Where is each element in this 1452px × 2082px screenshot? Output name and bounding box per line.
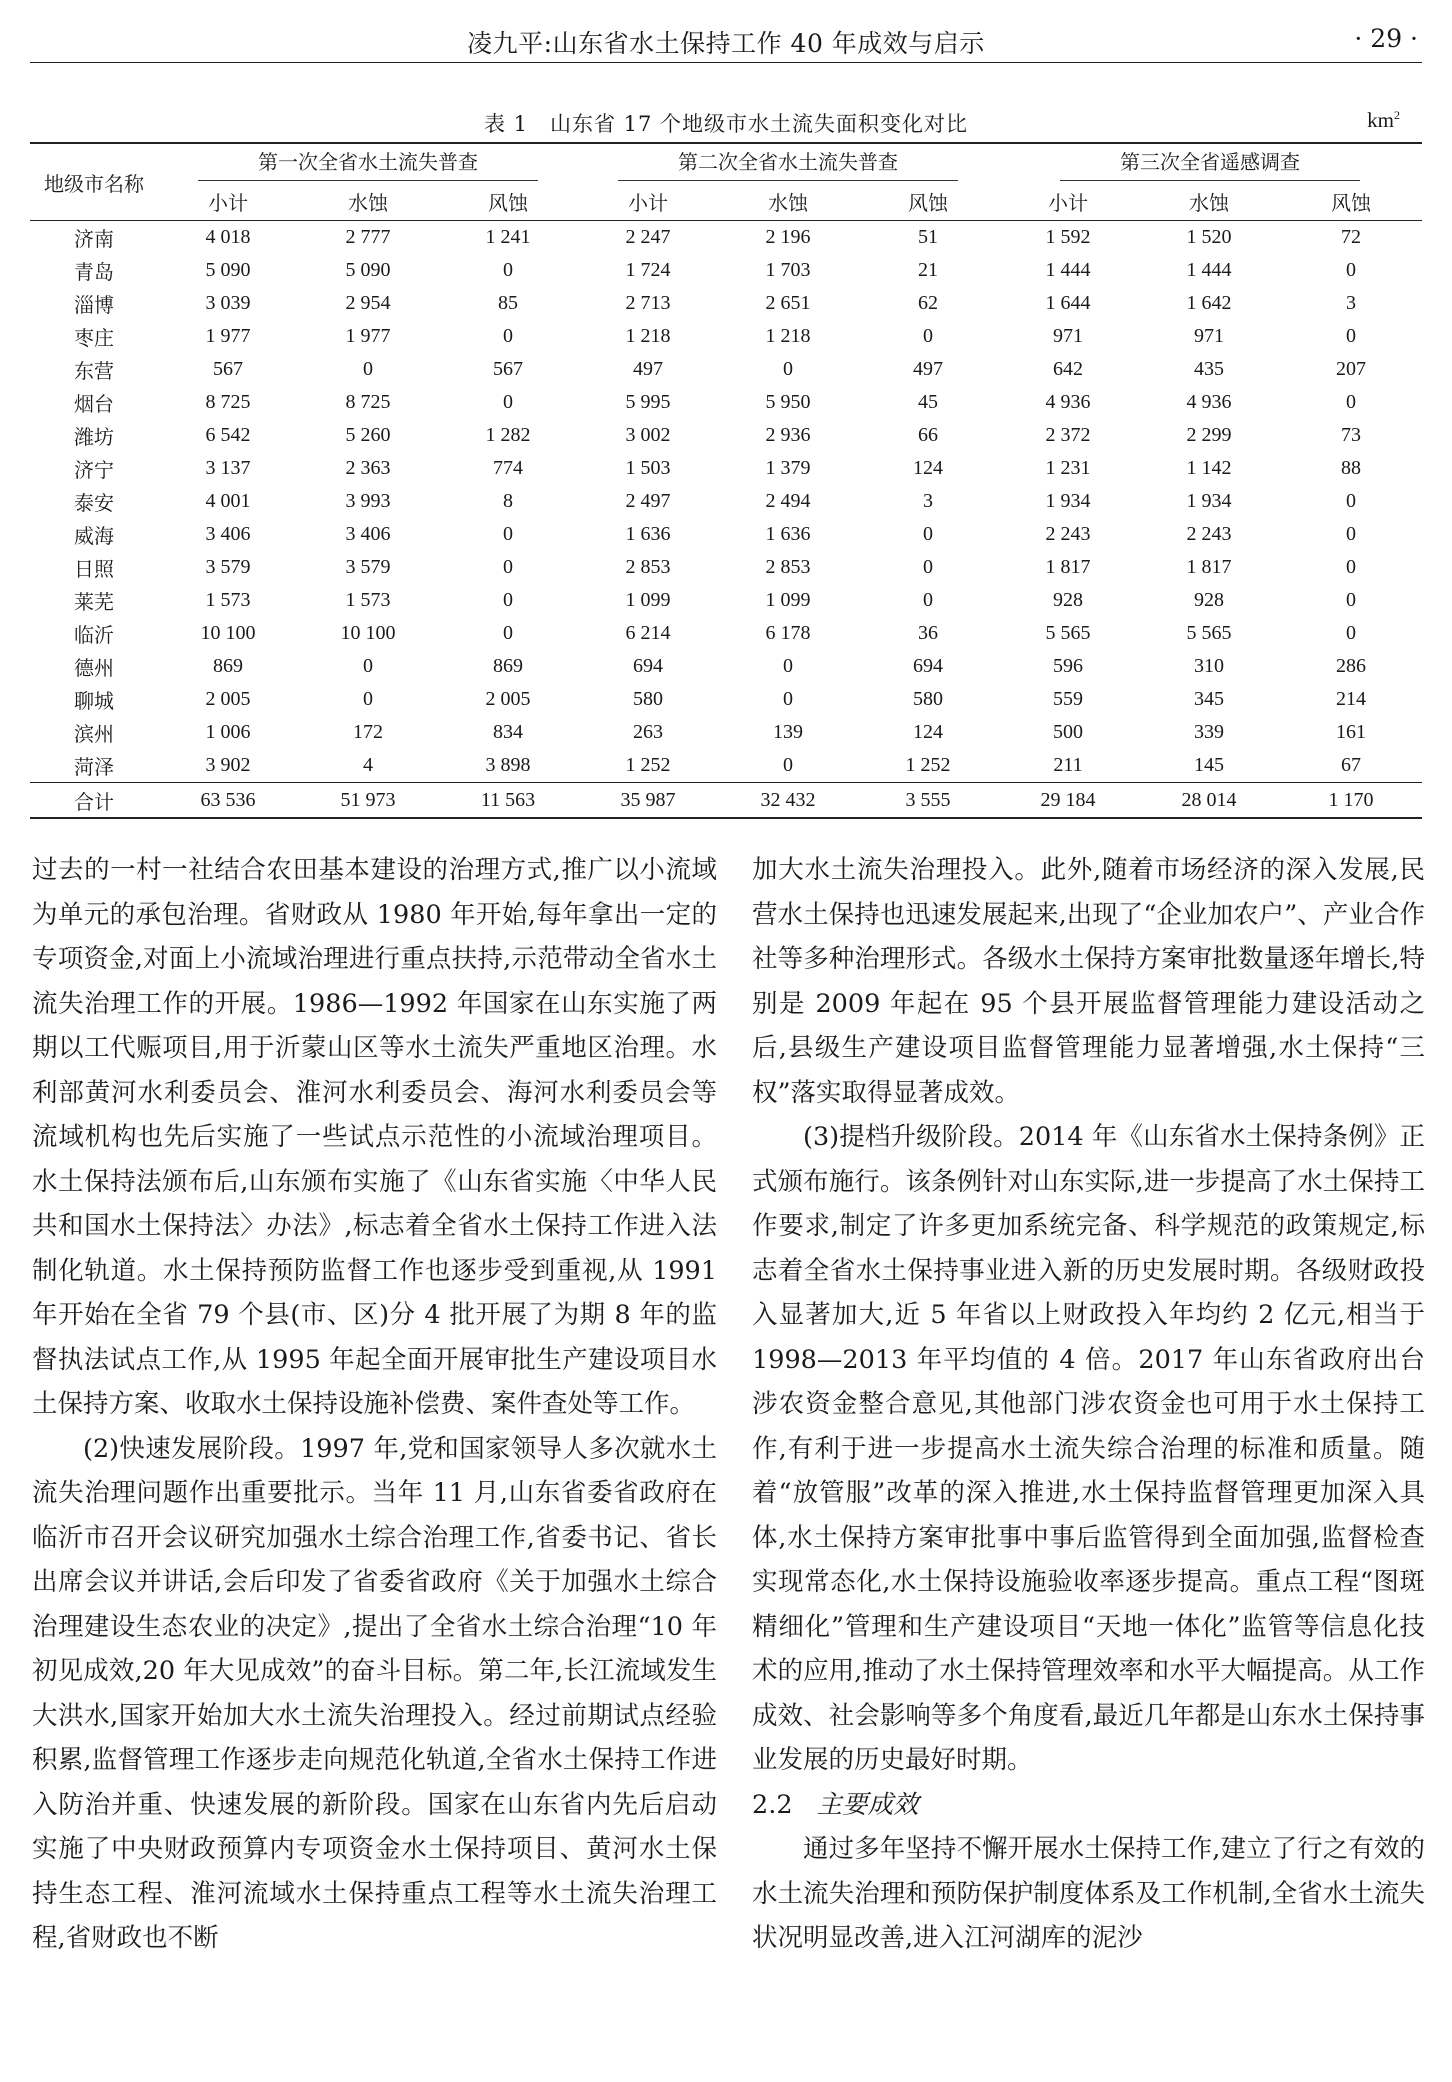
value-cell: 0 [503,622,513,644]
value-cell: 1 724 [625,259,671,281]
value-cell: 2 853 [765,556,811,578]
value-cell: 3 002 [625,424,671,446]
value-cell: 4 936 [1186,391,1232,413]
value-cell: 5 090 [345,259,391,281]
value-cell: 5 565 [1045,622,1091,644]
value-cell: 1 573 [205,589,251,611]
value-cell: 694 [913,655,943,677]
city-cell: 威海 [74,524,114,548]
value-cell: 161 [1336,721,1366,743]
value-cell: 5 565 [1186,622,1232,644]
value-cell: 1 231 [1045,457,1091,479]
city-cell: 枣庄 [74,326,114,350]
value-cell: 1 636 [625,523,671,545]
city-cell: 淄博 [74,293,114,317]
value-cell: 1 099 [765,589,811,611]
value-cell: 1 817 [1045,556,1091,578]
value-cell: 435 [1194,358,1224,380]
subheader: 水蚀 [348,190,388,215]
value-cell: 1 636 [765,523,811,545]
value-cell: 28 014 [1181,788,1237,811]
value-cell: 0 [783,358,793,380]
value-cell: 0 [1346,490,1356,512]
value-cell: 2 777 [345,226,391,248]
value-cell: 145 [1194,754,1224,776]
value-cell: 5 260 [345,424,391,446]
value-cell: 0 [783,754,793,776]
value-cell: 1 379 [765,457,811,479]
city-cell: 滨州 [74,722,114,746]
city-cell: 德州 [74,656,114,680]
value-cell: 2 299 [1186,424,1232,446]
value-cell: 6 542 [205,424,251,446]
value-cell: 0 [503,325,513,347]
value-cell: 62 [918,292,938,314]
value-cell: 0 [923,589,933,611]
value-cell: 567 [493,358,523,380]
city-cell: 合计 [74,789,114,814]
city-cell: 烟台 [74,392,114,416]
value-cell: 2 853 [625,556,671,578]
value-cell: 67 [1341,754,1361,776]
group-header-label: 第一次全省水土流失普查 [198,146,538,181]
value-cell: 1 977 [345,325,391,347]
value-cell: 0 [503,523,513,545]
value-cell: 0 [503,259,513,281]
value-cell: 0 [783,688,793,710]
value-cell: 51 973 [340,788,396,811]
table-row [30,419,1422,452]
value-cell: 2 363 [345,457,391,479]
value-cell: 0 [1346,259,1356,281]
value-cell: 6 214 [625,622,671,644]
value-cell: 286 [1336,655,1366,677]
value-cell: 29 184 [1040,788,1096,811]
subheader: 小计 [208,190,248,215]
value-cell: 0 [363,358,373,380]
value-cell: 5 950 [765,391,811,413]
value-cell: 1 218 [625,325,671,347]
value-cell: 1 573 [345,589,391,611]
value-cell: 2 713 [625,292,671,314]
value-cell: 3 137 [205,457,251,479]
section-number: 2.2 [752,1789,793,1820]
value-cell: 1 934 [1045,490,1091,512]
subheader: 小计 [1048,190,1088,215]
value-cell: 63 536 [200,788,256,811]
value-cell: 211 [1053,754,1083,776]
table-row [30,254,1422,287]
value-cell: 774 [493,457,523,479]
value-cell: 0 [363,655,373,677]
table-row [30,320,1422,353]
subheader: 风蚀 [488,190,528,215]
value-cell: 2 494 [765,490,811,512]
value-cell: 497 [913,358,943,380]
value-cell: 1 503 [625,457,671,479]
value-cell: 3 579 [345,556,391,578]
table-row [30,551,1422,584]
value-cell: 11 563 [480,788,536,811]
erosion-area-table [30,142,1422,819]
value-cell: 124 [913,721,943,743]
value-cell: 2 651 [765,292,811,314]
value-cell: 0 [923,325,933,347]
value-cell: 0 [1346,556,1356,578]
value-cell: 207 [1336,358,1366,380]
value-cell: 869 [493,655,523,677]
value-cell: 1 520 [1186,226,1232,248]
value-cell: 642 [1053,358,1083,380]
value-cell: 928 [1053,589,1083,611]
value-cell: 3 579 [205,556,251,578]
value-cell: 559 [1053,688,1083,710]
value-cell: 35 987 [620,788,676,811]
section-heading [752,1783,1425,1828]
city-cell: 济宁 [74,458,114,482]
table-total-row [30,783,1422,819]
value-cell: 2 243 [1045,523,1091,545]
value-cell: 2 005 [205,688,251,710]
city-cell: 临沂 [74,623,114,647]
value-cell: 580 [633,688,663,710]
value-cell: 0 [783,655,793,677]
table-row [30,650,1422,683]
value-cell: 0 [1346,325,1356,347]
running-title: 凌九平:山东省水土保持工作 40 年成效与启示 [467,29,985,58]
value-cell: 2 243 [1186,523,1232,545]
value-cell: 5 090 [205,259,251,281]
city-cell: 东营 [74,359,114,383]
left-text-column [32,848,717,1961]
group-header [578,143,998,182]
value-cell: 0 [923,556,933,578]
value-cell: 73 [1341,424,1361,446]
value-cell: 45 [918,391,938,413]
value-cell: 1 170 [1328,788,1374,811]
value-cell: 869 [213,655,243,677]
group-header [998,143,1422,182]
city-cell: 莱芜 [74,590,114,614]
value-cell: 0 [923,523,933,545]
value-cell: 10 100 [340,622,396,644]
value-cell: 1 977 [205,325,251,347]
paragraph: 通过多年坚持不懈开展水土保持工作,建立了行之有效的水土流失治理和预防保护制度体系及工作机制,全省水土流失状况明显改善,进入江河湖库的泥沙 [752,1834,1425,1953]
value-cell: 6 178 [765,622,811,644]
value-cell: 2 497 [625,490,671,512]
paragraph: 过去的一村一社结合农田基本建设的治理方式,推广以小流域为单元的承包治理。省财政从 1980 年开始,每年拿出一定的专项资金,对面上小流域治理进行重点扶持,示范带动全省水土流失治理工作的开展。1986—1992 年国家在山东实施了两期以工代赈项目,用于沂蒙山区等水土流失严重地区治理。水利部黄河水利委员会、淮河水利委员会、海河水利委员会等流域机构也先后实施了一些试点示范性的小流域治理项目。水土保持法颁布后,山东颁布实施了《山东省实施〈中华人民共和国水土保持法〉办法》,标志着全省水土保持工作进入法制化轨道。水土保持预防监督工作也逐步受到重视,从 1991 年开始在全省 79 个县(市、区)分 4 批开展了为期 8 年的监督执法试点工作,从 1995 年起全面开展审批生产建设项目水土保持方案、收取水土保持设施补偿费、案件查处等工作。 [32,855,717,1419]
table-body [30,221,1422,819]
value-cell: 694 [633,655,663,677]
value-cell: 85 [498,292,518,314]
value-cell: 580 [913,688,943,710]
value-cell: 928 [1194,589,1224,611]
value-cell: 1 282 [485,424,531,446]
value-cell: 1 099 [625,589,671,611]
value-cell: 0 [1346,622,1356,644]
value-cell: 1 252 [905,754,951,776]
value-cell: 3 898 [485,754,531,776]
value-cell: 567 [213,358,243,380]
group-header-label: 第二次全省水土流失普查 [618,146,958,181]
subheader: 小计 [628,190,668,215]
value-cell: 1 703 [765,259,811,281]
value-cell: 339 [1194,721,1224,743]
table-row [30,485,1422,518]
value-cell: 263 [633,721,663,743]
city-cell: 泰安 [74,491,114,515]
paragraph: (3)提档升级阶段。2014 年《山东省水土保持条例》正式颁布施行。该条例针对山东实际,进一步提高了水土保持工作要求,制定了许多更加系统完备、科学规范的政策规定,标志着全省水土保持事业进入新的历史发展时期。各级财政投入显著加大,近 5 年省以上财政投入年均约 2 亿元,相当于 1998—2013 年平均值的 4 倍。2017 年山东省政府出台涉农资金整合意见,其他部门涉农资金也可用于水土保持工作,有利于进一步提高水土流失综合治理的标准和质量。随着“放管服”改革的深入推进,水土保持监督管理更加深入具体,水土保持方案审批事中事后监管得到全面加强,监督检查实现常态化,水土保持设施验收率逐步提高。重点工程“图斑精细化”管理和生产建设项目“天地一体化”监管等信息化技术的应用,推动了水土保持管理效率和水平大幅提高。从工作成效、社会影响等多个角度看,最近几年都是山东水土保持事业发展的历史最好时期。 [752,1122,1425,1775]
value-cell: 5 995 [625,391,671,413]
value-cell: 0 [1346,391,1356,413]
subheader: 水蚀 [1189,190,1229,215]
value-cell: 1 218 [765,325,811,347]
paragraph: (2)快速发展阶段。1997 年,党和国家领导人多次就水土流失治理问题作出重要批示。当年 11 月,山东省委省政府在临沂市召开会议研究加强水土综合治理工作,省委书记、省长出席会议并讲话,会后印发了省委省政府《关于加强水土综合治理建设生态农业的决定》,提出了全省水土综合治理“10 年初见成效,20 年大见成效”的奋斗目标。第二年,长江流域发生大洪水,国家开始加大水土流失治理投入。经过前期试点经验积累,监督管理工作逐步走向规范化轨道,全省水土保持工作进入防治并重、快速发展的新阶段。国家在山东省内先后启动实施了中央财政预算内专项资金水土保持项目、黄河水土保持生态工程、淮河流域水土保持重点工程等水土流失治理工程,省财政也不断 [32,1433,717,1953]
value-cell: 32 432 [760,788,816,811]
value-cell: 66 [918,424,938,446]
value-cell: 1 444 [1045,259,1091,281]
value-cell: 139 [773,721,803,743]
value-cell: 4 018 [205,226,251,248]
table-row [30,221,1422,255]
value-cell: 2 936 [765,424,811,446]
value-cell: 1 934 [1186,490,1232,512]
value-cell: 172 [353,721,383,743]
value-cell: 3 555 [905,788,951,811]
city-cell: 济南 [74,227,114,251]
group-header-label: 第三次全省遥感调查 [1060,146,1360,181]
value-cell: 1 444 [1186,259,1232,281]
value-cell: 0 [1346,523,1356,545]
value-cell: 500 [1053,721,1083,743]
unit-label: km [1367,108,1394,132]
table-row [30,386,1422,419]
value-cell: 1 241 [485,226,531,248]
subheader: 水蚀 [768,190,808,215]
value-cell: 88 [1341,457,1361,479]
table-row [30,287,1422,320]
value-cell: 2 005 [485,688,531,710]
value-cell: 345 [1194,688,1224,710]
value-cell: 0 [503,589,513,611]
subheader: 风蚀 [908,190,948,215]
city-column-header: 地级市名称 [44,171,144,196]
city-cell: 菏泽 [74,755,114,779]
table-row [30,617,1422,650]
value-cell: 3 902 [205,754,251,776]
value-cell: 1 142 [1186,457,1232,479]
value-cell: 8 725 [205,391,251,413]
table-row [30,353,1422,386]
value-cell: 10 100 [200,622,256,644]
subheader: 风蚀 [1331,190,1371,215]
value-cell: 21 [918,259,938,281]
value-cell: 72 [1341,226,1361,248]
value-cell: 4 001 [205,490,251,512]
page-number: · 29 · [1354,24,1418,53]
value-cell: 971 [1194,325,1224,347]
city-cell: 青岛 [74,260,114,284]
section-title: 主要成效 [816,1789,919,1820]
value-cell: 310 [1194,655,1224,677]
value-cell: 1 642 [1186,292,1232,314]
value-cell: 1 817 [1186,556,1232,578]
table-row [30,518,1422,551]
value-cell: 596 [1053,655,1083,677]
value-cell: 0 [503,556,513,578]
value-cell: 3 406 [205,523,251,545]
value-cell: 2 954 [345,292,391,314]
value-cell: 497 [633,358,663,380]
value-cell: 51 [918,226,938,248]
unit-superscript: 2 [1394,108,1400,122]
value-cell: 3 [1346,292,1356,314]
table-row [30,716,1422,749]
value-cell: 3 [923,490,933,512]
table-caption: 表 1 山东省 17 个地级市水土流失面积变化对比 [483,112,969,136]
table-row [30,749,1422,783]
table-row [30,683,1422,716]
table-row [30,584,1422,617]
value-cell: 971 [1053,325,1083,347]
value-cell: 8 [503,490,513,512]
value-cell: 124 [913,457,943,479]
value-cell: 2 247 [625,226,671,248]
value-cell: 1 252 [625,754,671,776]
value-cell: 1 644 [1045,292,1091,314]
table-unit [1367,108,1400,133]
city-cell: 日照 [74,557,114,581]
value-cell: 3 406 [345,523,391,545]
value-cell: 1 006 [205,721,251,743]
value-cell: 0 [503,391,513,413]
city-cell: 潍坊 [74,425,114,449]
value-cell: 2 372 [1045,424,1091,446]
value-cell: 834 [493,721,523,743]
running-header [30,18,1422,63]
table-row [30,452,1422,485]
value-cell: 4 [363,754,373,776]
right-text-column [752,848,1425,1961]
value-cell: 0 [1346,589,1356,611]
value-cell: 2 196 [765,226,811,248]
value-cell: 3 039 [205,292,251,314]
value-cell: 3 993 [345,490,391,512]
value-cell: 1 592 [1045,226,1091,248]
group-header [158,143,578,182]
value-cell: 0 [363,688,373,710]
value-cell: 214 [1336,688,1366,710]
value-cell: 8 725 [345,391,391,413]
city-cell: 聊城 [74,689,114,713]
value-cell: 36 [918,622,938,644]
value-cell: 4 936 [1045,391,1091,413]
paragraph: 加大水土流失治理投入。此外,随着市场经济的深入发展,民营水土保持也迅速发展起来,出现了“企业加农户”、产业合作社等多种治理形式。各级水土保持方案审批数量逐年增长,特别是 2009 年起在 95 个县开展监督管理能力建设活动之后,县级生产建设项目监督管理能力显著增强,水土保持“三权”落实取得显著成效。 [752,855,1425,1108]
